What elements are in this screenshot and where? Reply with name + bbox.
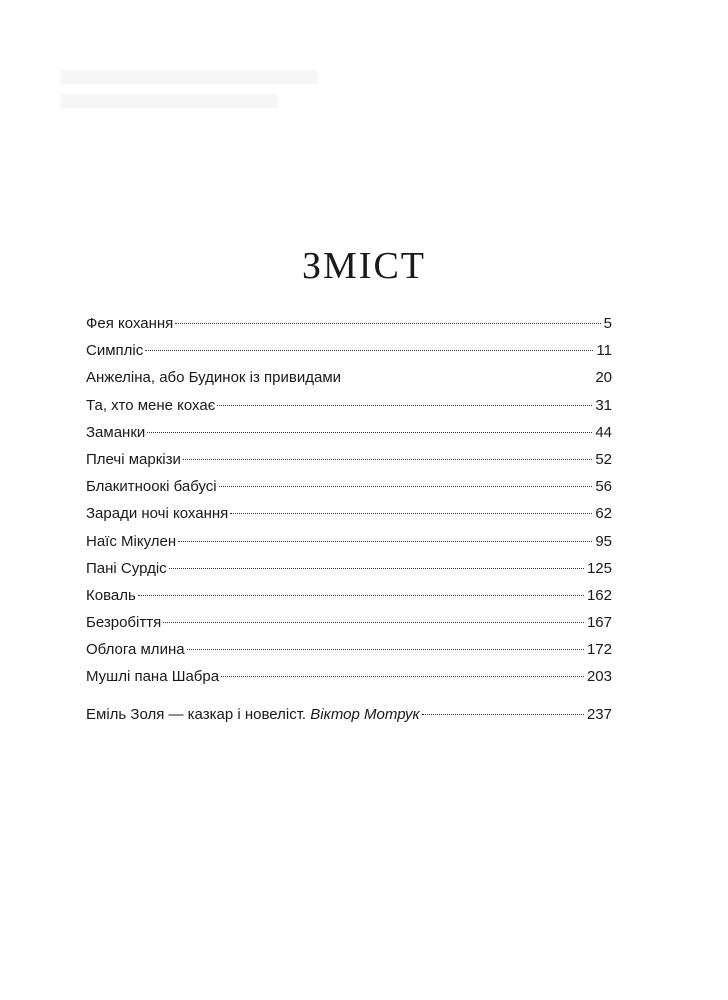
toc-entry-page: 125 [586,559,612,577]
toc-entry [86,636,612,663]
toc-entry-page: 56 [595,478,612,496]
dot-leader [219,486,593,487]
dot-leader [178,541,592,542]
toc-entry-title: Безробіття [86,614,162,632]
toc-entry [86,419,612,446]
toc-entry-page: 167 [586,614,612,632]
toc-entry-title: Симпліс [86,342,144,360]
toc-entry [86,337,612,364]
toc-entry-title: Коваль [86,586,136,604]
dot-leader [217,405,592,406]
toc-entry-title [86,701,420,728]
dot-leader [175,323,600,324]
toc-entry [86,609,612,636]
toc-entry-page: 31 [595,396,612,414]
toc-entry [86,364,612,391]
toc-entry [86,473,612,500]
toc-entry [86,528,612,555]
toc-entry-page: 20 [595,369,612,387]
dot-leader [147,432,592,433]
toc-entry [86,446,612,473]
toc-entry [86,555,612,582]
toc-entry-page: 237 [586,705,612,723]
toc-entry-title: Облога млина [86,641,185,659]
dot-leader [422,714,584,715]
dot-leader [169,568,584,569]
toc-entry-title: Фея кохання [86,315,174,332]
toc-entry-title: Анжеліна, або Будинок із привидами [86,369,342,387]
dot-leader [221,676,584,677]
dot-leader [187,649,584,650]
toc-entry [86,582,612,609]
toc-entry-page: 62 [595,505,612,523]
afterword-author: Віктор Мотрук [310,705,420,723]
afterword-title: Еміль Золя — казкар і новеліст. [86,705,307,723]
toc-entry [86,500,612,527]
toc-entry-title: Пані Сурдіс [86,559,167,577]
page-title: ЗМІСТ [301,245,427,287]
dot-leader [145,350,593,351]
dot-leader [138,595,584,596]
toc-entry-title: Заради ночі кохання [86,505,229,523]
toc-entry [86,310,612,337]
show-through-text [60,70,340,140]
dot-leader [183,459,592,460]
dot-leader [230,513,592,514]
toc-entry-title: Наїс Мікулен [86,532,177,550]
dot-leader [163,622,584,623]
toc-entry-page: 162 [586,586,612,604]
toc-entry-page: 95 [595,532,612,550]
toc-entry-title: Плечі маркізи [86,450,181,468]
toc-entry-page: 44 [595,423,612,441]
toc-entry-afterword [86,701,612,728]
toc-entry-page: 172 [586,641,612,659]
dot-leader [343,377,592,378]
toc-entry-page: 52 [595,450,612,468]
table-of-contents [86,310,612,728]
toc-entry-title: Блакитноокі бабусі [86,478,217,496]
toc-entry-title: Мушлі пана Шабра [86,668,220,686]
toc-entry-page: 203 [586,668,612,686]
toc-entry [86,663,612,690]
toc-entry-title: Заманки [86,423,146,441]
toc-entry [86,392,612,419]
toc-entry-title: Та, хто мене кохає [86,396,216,414]
toc-entry-page: 11 [596,342,612,360]
toc-entry-page: 5 [603,315,612,332]
